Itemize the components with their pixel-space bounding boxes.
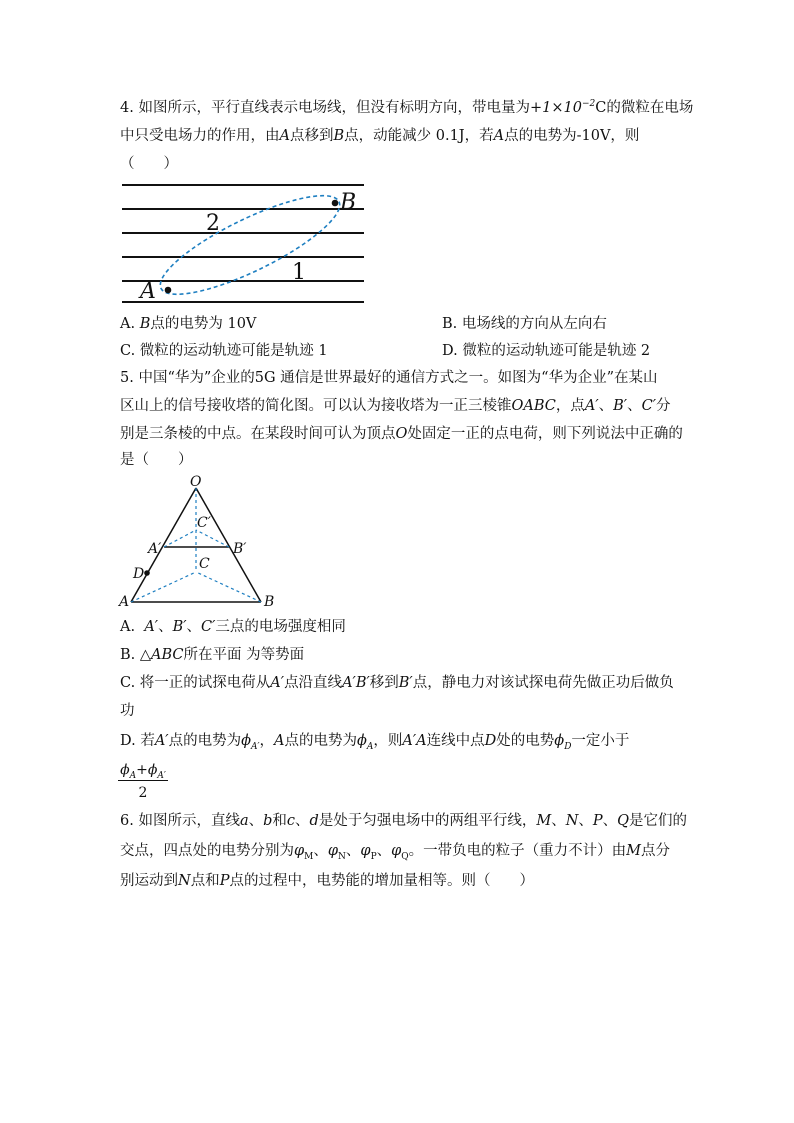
q5-option-d-fraction: $\frac{\phi_A+\phi_{A'}}{2}$ bbox=[118, 762, 168, 801]
label-B-prime: B′ bbox=[233, 541, 247, 557]
label-B: B bbox=[340, 190, 357, 215]
q6-stem-line-2: 交点，四点处的电势分别为$\varphi_M$、$\varphi_N$、$\varphi_P$、$\varphi_Q$。一带负电的粒子（重力不计）由M点分 bbox=[120, 843, 671, 862]
label-O: O bbox=[190, 474, 202, 490]
q4-field-lines-figure bbox=[118, 178, 368, 308]
q4-stem-line-1: 4. 如图所示，平行直线表示电场线，但没有标明方向，带电量为$+1\times 10^{-2}C$的微粒在电场 bbox=[120, 99, 694, 116]
q4-answer-paren: （ ） bbox=[120, 156, 178, 172]
point-B-dot bbox=[332, 200, 339, 207]
q5-pyramid-figure bbox=[118, 474, 288, 610]
q5-stem-line-4: 是（ ） bbox=[120, 452, 193, 468]
q5-option-a[interactable]: A. A′、B′、C′三点的电场强度相同 bbox=[120, 619, 346, 635]
label-C: C bbox=[199, 556, 210, 572]
q4-option-c[interactable]: C. 微粒的运动轨迹可能是轨迹 1 bbox=[120, 343, 328, 359]
label-A-prime: A′ bbox=[148, 541, 162, 557]
q5-stem-line-1: 5. 中国“华为”企业的5G 通信是世界最好的通信方式之一。如图为“华为企业”在某山 bbox=[120, 370, 658, 386]
q5-option-d[interactable]: D. 若A′点的电势为$\phi_{A'}$，A点的电势为$\phi_A$，则A′A连线中点D处的电势$\phi_D$一定小于 bbox=[120, 733, 630, 752]
q5-option-c-continued: 功 bbox=[120, 703, 135, 719]
q5-option-b[interactable]: B. △ABC所在平面 为等势面 bbox=[120, 647, 305, 663]
label-track-2: 2 bbox=[206, 211, 220, 236]
label-track-1: 1 bbox=[292, 260, 306, 285]
q4-stem-line-2: 中只受电场力的作用，由A点移到B点，动能减少 0.1J，若A点的电势为-10V，则 bbox=[120, 128, 640, 144]
q4-option-d[interactable]: D. 微粒的运动轨迹可能是轨迹 2 bbox=[442, 343, 651, 359]
q5-stem-line-3: 别是三条棱的中点。在某段时间可认为顶点O处固定一正的点电荷，则下列说法中正确的 bbox=[120, 426, 683, 442]
q5-stem-line-2: 区山上的信号接收塔的简化图。可以认为接收塔为一正三棱锥OABC，点A′、B′、C′分 bbox=[120, 398, 671, 414]
q6-stem-line-1: 6. 如图所示，直线a、b和c、d是处于匀强电场中的两组平行线，M、N、P、Q是它们的 bbox=[120, 813, 688, 829]
charge-value: $+1\times 10^{-2}C$ bbox=[529, 99, 607, 116]
electric-field-lines bbox=[122, 185, 364, 302]
q4-option-a[interactable]: A. B点的电势为 10V bbox=[120, 316, 257, 332]
q6-stem-line-3: 别运动到N点和P点的过程中，电势能的增加量相等。则（ ） bbox=[120, 873, 534, 889]
trajectory-ellipse bbox=[150, 178, 351, 312]
label-D: D bbox=[133, 566, 145, 582]
point-A-dot bbox=[165, 287, 172, 294]
q4-option-b[interactable]: B. 电场线的方向从左向右 bbox=[442, 316, 607, 332]
label-A: A bbox=[119, 594, 130, 610]
label-B: B bbox=[264, 594, 275, 610]
label-C-prime: C′ bbox=[197, 515, 211, 531]
label-A: A bbox=[140, 279, 156, 304]
point-D-dot bbox=[144, 570, 150, 576]
q5-option-c[interactable]: C. 将一正的试探电荷从A′点沿直线A′B′移到B′点，静电力对该试探电荷先做正功后做负 bbox=[120, 675, 674, 691]
